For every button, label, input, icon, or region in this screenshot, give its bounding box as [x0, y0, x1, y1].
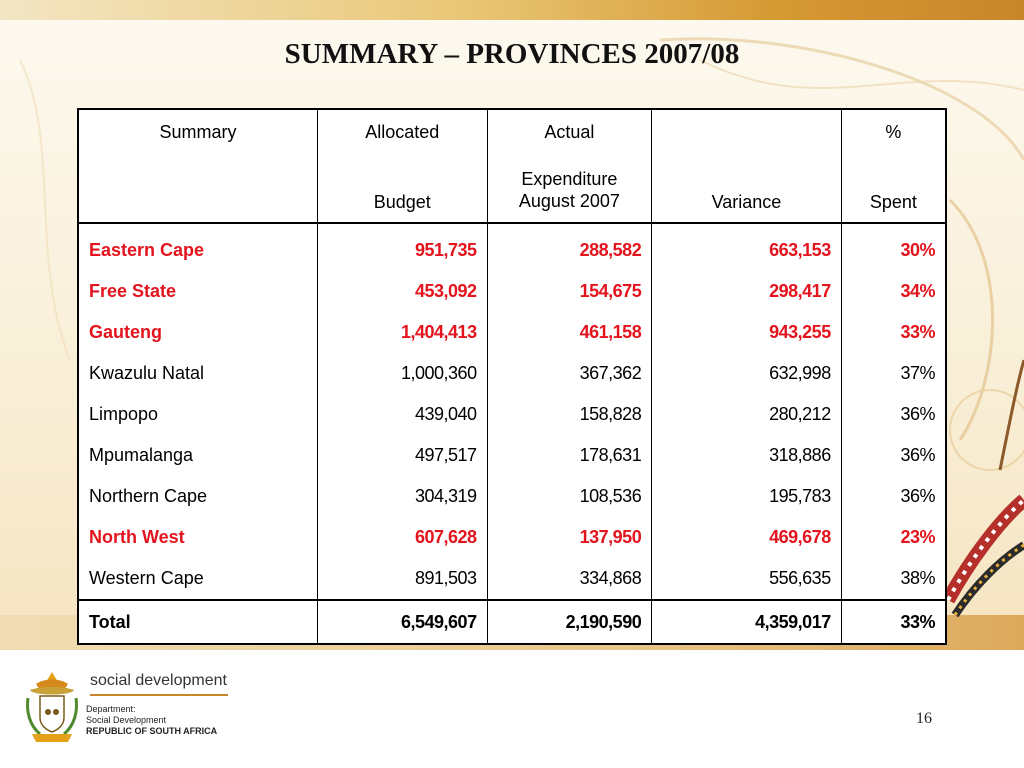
table-row — [78, 271, 946, 312]
actual-expenditure-cell: 367,362 — [487, 353, 652, 394]
allocated-budget-cell: 1,000,360 — [317, 353, 487, 394]
allocated-budget-cell: 891,503 — [317, 558, 487, 600]
percent-spent-cell: 36% — [841, 476, 946, 517]
variance-cell: 469,678 — [652, 517, 842, 558]
table-row — [78, 476, 946, 517]
actual-expenditure-cell: 137,950 — [487, 517, 652, 558]
percent-spent-cell: 37% — [841, 353, 946, 394]
province-name: Western Cape — [78, 558, 317, 600]
province-name: Free State — [78, 271, 317, 312]
brand-name: social development — [90, 672, 227, 689]
province-name: Northern Cape — [78, 476, 317, 517]
allocated-budget-cell: 439,040 — [317, 394, 487, 435]
coat-of-arms-icon — [22, 668, 82, 746]
variance-cell: 280,212 — [652, 394, 842, 435]
actual-expenditure-cell: 158,828 — [487, 394, 652, 435]
table-row — [78, 435, 946, 476]
table-row — [78, 223, 946, 271]
province-name: North West — [78, 517, 317, 558]
slide-title: SUMMARY – PROVINCES 2007/08 — [284, 38, 740, 70]
percent-spent-cell: 34% — [841, 271, 946, 312]
actual-expenditure-cell: 178,631 — [487, 435, 652, 476]
province-name: Gauteng — [78, 312, 317, 353]
table-row — [78, 517, 946, 558]
percent-spent-cell: 38% — [841, 558, 946, 600]
province-name: Eastern Cape — [78, 223, 317, 271]
percent-spent-cell: 33% — [841, 312, 946, 353]
variance-cell: 556,635 — [652, 558, 842, 600]
allocated-budget-cell: 1,404,413 — [317, 312, 487, 353]
department-info — [86, 704, 217, 737]
dept-line-3: REPUBLIC OF SOUTH AFRICA — [86, 726, 218, 736]
beaded-necklace-decoration — [948, 360, 1024, 615]
variance-cell: 318,886 — [652, 435, 842, 476]
total-allocated-budget: 6,549,607 — [317, 600, 487, 644]
table-row — [78, 312, 946, 353]
allocated-budget-cell: 453,092 — [317, 271, 487, 312]
actual-expenditure-cell: 154,675 — [487, 271, 652, 312]
variance-cell: 632,998 — [652, 353, 842, 394]
variance-cell: 298,417 — [652, 271, 842, 312]
header-variance: Variance — [652, 109, 842, 223]
page-number: 16 — [916, 710, 932, 727]
total-label: Total — [78, 600, 317, 644]
actual-expenditure-cell: 108,536 — [487, 476, 652, 517]
actual-expenditure-cell: 334,868 — [487, 558, 652, 600]
percent-spent-cell: 23% — [841, 517, 946, 558]
province-name: Mpumalanga — [78, 435, 317, 476]
total-percent-spent: 33% — [841, 600, 946, 644]
total-row — [78, 600, 946, 644]
province-name: Kwazulu Natal — [78, 353, 317, 394]
actual-expenditure-cell: 288,582 — [487, 223, 652, 271]
variance-cell: 663,153 — [652, 223, 842, 271]
total-actual-expenditure: 2,190,590 — [487, 600, 652, 644]
allocated-budget-cell: 607,628 — [317, 517, 487, 558]
table-header-row — [78, 109, 946, 223]
allocated-budget-cell: 304,319 — [317, 476, 487, 517]
allocated-budget-cell: 497,517 — [317, 435, 487, 476]
percent-spent-cell: 30% — [841, 223, 946, 271]
allocated-budget-cell: 951,735 — [317, 223, 487, 271]
dept-line-1: Department: — [86, 704, 136, 714]
header-summary: Summary — [78, 109, 317, 223]
header-allocated-budget: Allocated Budget — [317, 109, 487, 223]
header-actual-expenditure: Actual Expenditure August 2007 — [487, 109, 652, 223]
provinces-summary-table — [77, 108, 947, 645]
brand-underline — [90, 694, 228, 696]
province-name: Limpopo — [78, 394, 317, 435]
header-percent-spent: % Spent — [841, 109, 946, 223]
variance-cell: 943,255 — [652, 312, 842, 353]
percent-spent-cell: 36% — [841, 435, 946, 476]
table-row — [78, 394, 946, 435]
percent-spent-cell: 36% — [841, 394, 946, 435]
dept-line-2: Social Development — [86, 715, 167, 725]
total-variance: 4,359,017 — [652, 600, 842, 644]
variance-cell: 195,783 — [652, 476, 842, 517]
table-row — [78, 558, 946, 600]
table-row — [78, 353, 946, 394]
actual-expenditure-cell: 461,158 — [487, 312, 652, 353]
